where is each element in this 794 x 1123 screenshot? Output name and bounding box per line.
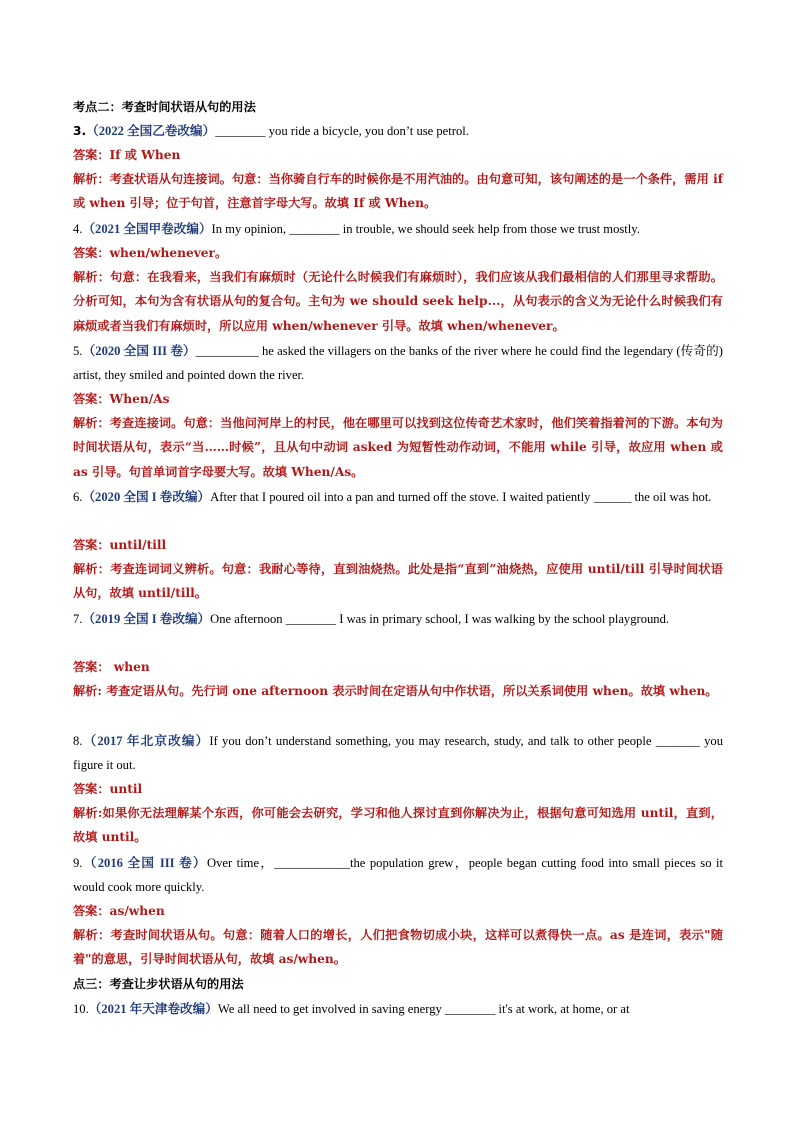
question-9: 9.（2016 全国 III 卷）Over time，____________the population grew，people began cutting food into small pieces so it would cook more quickly. [73,856,724,895]
answer-blank: ________ [444,1002,496,1016]
question-8: 8.（2017 年北京改编）If you don’t understand something, you may research, study, and talk to other people _______ you figure it out. [73,734,724,773]
answer-blank: __________ [195,344,259,358]
answer-blank: _______ [655,734,700,748]
section-title: 点三：考查让步状语从句的用法 [73,977,244,991]
question-source: （2022 全国乙卷改编） [86,124,216,138]
analysis-8: 解析:如果你无法理解某个东西，你可能会去研究，学习和他人探讨直到你解决为止，根据句意可知选用 until，直到，故填 until。 [73,806,723,845]
answer-blank: ____________ [274,856,350,870]
answer-5: 答案：When/As [73,392,170,406]
answer-8: 答案：until [73,782,143,796]
section-title: 考点二：考查时间状语从句的用法 [73,100,256,114]
question-source: （2017 年北京改编） [82,734,210,748]
question-3: 3.（2022 全国乙卷改编）________ you ride a bicycle, you don’t use petrol. [73,124,469,138]
answer-blank: ________ [285,612,337,626]
question-4: 4.（2021 全国甲卷改编）In my opinion, ________ in trouble, we should seek help from those we trust mostly. [73,222,640,236]
question-source: （2021 年天津卷改编） [88,1002,218,1016]
analysis-4: 解析：句意：在我看来，当我们有麻烦时（无论什么时候我们有麻烦时），我们应该从我们最相信的人们那里寻求帮助。分析可知，本句为含有状语从句的复合句。主句为 we should seek help...，从句表示的含义为无论什么时候我们有麻烦或者当我们有麻烦时，所以应用 when/whenever 引导。故填 when/whenever。 [73,270,723,333]
answer-blank: ________ [289,222,340,236]
question-source: （2019 全国 I 卷改编） [82,612,211,626]
answer-blank: ______ [593,490,632,504]
question-7: 7.（2019 全国 I 卷改编）One afternoon ________ I was in primary school, I was walking by the school playground. [73,612,670,626]
analysis-5: 解析：考查连接词。句意：当他问河岸上的村民，他在哪里可以找到这位传奇艺术家时，他们笑着指着河的下游。本句为时间状语从句，表示“当……时候”，且从句中动词 asked 为短暂性动作动词，不能用 while 引导，故应用 when 或 as 引导。句首单词首字母要大写。故填 When/As。 [73,416,723,479]
answer-9: 答案：as/when [73,904,165,918]
question-10: 10.（2021 年天津卷改编）We all need to get involved in saving energy ________ it's at work, at home, or at [73,1002,630,1016]
answer-3: 答案：If 或 When [73,148,181,162]
question-source: （2021 全国甲卷改编） [82,222,212,236]
answer-6: 答案：until/till [73,538,167,552]
question-6: 6.（2020 全国 I 卷改编）After that I poured oil into a pan and turned off the stove. I waited patiently ______ the oil was hot. [73,490,712,504]
question-5: 5.（2020 全国 III 卷）__________ he asked the villagers on the banks of the river where he could find the legendary (传奇的) artist, they smiled and pointed down the river. [73,344,723,383]
answer-4: 答案：when/whenever。 [73,246,228,260]
analysis-9: 解析：考查时间状语从句。句意：随着人口的增长，人们把食物切成小块，这样可以煮得快一点。as 是连词，表示"随着"的意思，引导时间状语从句，故填 as/when。 [73,928,723,967]
answer-blank: ________ [215,124,266,138]
question-source: （2020 全国 III 卷） [82,344,196,358]
analysis-7: 解析: 考查定语从句。先行词 one afternoon 表示时间在定语从句中作状语，所以关系词使用 when。故填 when。 [73,684,718,698]
analysis-6: 解析：考查连词词义辨析。句意：我耐心等待，直到油烧热。此处是指“直到”油烧热，应使用 until/till 引导时间状语从句，故填 until/till。 [73,562,723,601]
question-source: （2016 全国 III 卷） [82,856,207,870]
analysis-3: 解析：考查状语从句连接词。句意：当你骑自行车的时候你是不用汽油的。由句意可知，该句阐述的是一个条件，需用 if 或 when 引导；位于句首，注意首字母大写。故填 If 或 When。 [73,172,723,211]
question-source: （2020 全国 I 卷改编） [82,490,211,504]
answer-7: 答案： when [73,660,150,674]
